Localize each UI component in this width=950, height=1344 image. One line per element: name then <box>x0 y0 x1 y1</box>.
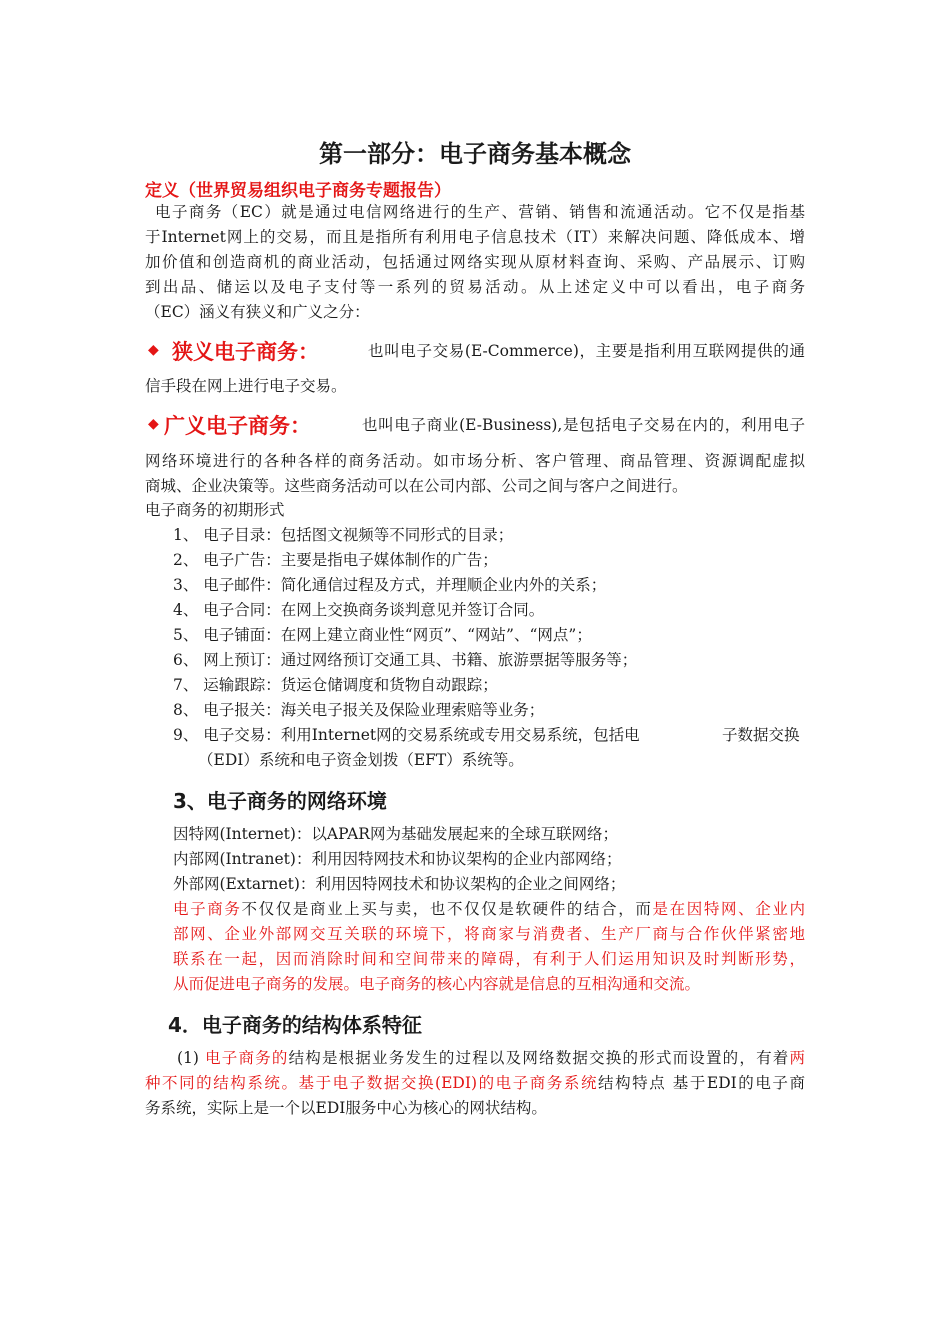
network-line-internet: 因特网(Internet)：以APAR网为基础发展起来的全球互联网络； <box>173 825 618 843</box>
broad-ec-text-3: 商城、企业决策等。这些商务活动可以在公司内部、公司之间与客户之间进行。 <box>145 477 688 495</box>
network-line-intranet: 内部网(Intranet)：利用因特网技术和协议架构的企业内部网络； <box>173 850 622 868</box>
list-item: 7、 运输跟踪：货运仓储调度和货物自动跟踪； <box>173 676 498 694</box>
structure-line-3: 务系统，实际上是一个以EDI服务中心为核心的网状结构。 <box>145 1099 547 1117</box>
highlight-text: 是在因特网、企业内 <box>652 900 805 918</box>
list-item: 3、 电子邮件：简化通信过程及方式，并理顺企业内外的关系； <box>173 576 607 594</box>
narrow-ec-label: 狭义电子商务： <box>172 340 319 364</box>
list-item: 8、 电子报关：海关电子报关及保险业理索赔等业务； <box>173 701 545 719</box>
narrow-ec-text-1: 也叫电子交易(E-Commerce)，主要是指利用互联网提供的通 <box>368 342 805 360</box>
list-item-continuation: 子数据交换 <box>722 726 800 744</box>
highlight-text: 种不同的结构系统。基于电子数据交换(EDI)的电子商务系统 <box>145 1074 599 1092</box>
broad-ec-text-2: 网络环境进行的各种各样的商务活动。如市场分析、客户管理、商品管理、资源调配虚拟 <box>145 452 805 470</box>
list-item: 1、 电子目录：包括图文视频等不同形式的目录； <box>173 526 514 544</box>
body-text: (1) <box>177 1049 206 1067</box>
structure-line-2 <box>145 1071 805 1096</box>
list-item-continuation: （EDI）系统和电子资金划拨（EFT）系统等。 <box>198 751 524 769</box>
body-text: 结构是根据业务发生的过程以及网络数据交换的形式而设置的，有着 <box>288 1049 790 1067</box>
body-text: 不仅仅是商业上买与卖，也不仅仅是软硬件的结合，而 <box>241 900 653 918</box>
definition-line-5: （EC）涵义有狭义和广义之分： <box>145 303 370 321</box>
list-item: 5、 电子铺面：在网上建立商业性“网页”、“网站”、“网点”； <box>173 626 592 644</box>
network-paragraph-line-4: 从而促进电子商务的发展。电子商务的核心内容就是信息的互相沟通和交流。 <box>173 975 701 993</box>
list-item: 6、 网上预订：通过网络预订交通工具、书籍、旅游票据等服务等； <box>173 651 638 669</box>
diamond-bullet-icon: ◆ <box>148 416 159 432</box>
list-item: 2、 电子广告：主要是指电子媒体制作的广告； <box>173 551 498 569</box>
definition-line-4: 到出品、储运以及电子支付等一系列的贸易活动。从上述定义中可以看出，电子商务 <box>145 278 805 296</box>
definition-line-2: 于Internet网上的交易，而且是指所有利用电子信息技术（IT）来解决问题、降低成本、增 <box>145 228 805 246</box>
list-item: 9、 电子交易：利用Internet网的交易系统或专用交易系统，包括电 <box>173 726 640 744</box>
network-heading: 3、电子商务的网络环境 <box>173 789 387 813</box>
network-line-extranet: 外部网(Extarnet)：利用因特网技术和协议架构的企业之间网络； <box>173 875 626 893</box>
definition-line-1: 电子商务（EC）就是通过电信网络进行的生产、营销、销售和流通活动。它不仅是指基 <box>155 203 805 221</box>
list-item: 4、 电子合同：在网上交换商务谈判意见并签订合同。 <box>173 601 545 619</box>
early-forms-heading: 电子商务的初期形式 <box>145 501 285 519</box>
definition-line-3: 加价值和创造商机的商业活动，包括通过网络实现从原材料查询、采购、产品展示、订购 <box>145 253 805 271</box>
page-title: 第一部分：电子商务基本概念 <box>319 140 631 168</box>
network-paragraph-line-2: 部网、企业外部网交互关联的环境下，将商家与消费者、生产厂商与合作伙伴紧密地 <box>173 925 805 943</box>
narrow-ec-text-2: 信手段在网上进行电子交易。 <box>145 377 347 395</box>
highlight-text: 电子商务的 <box>205 1049 289 1067</box>
highlight-text: 两 <box>789 1049 805 1067</box>
structure-heading: 4．电子商务的结构体系特征 <box>168 1013 422 1037</box>
structure-line-1 <box>177 1046 805 1071</box>
broad-ec-text-1: 也叫电子商业(E-Business),是包括电子交易在内的，利用电子 <box>362 416 805 434</box>
diamond-bullet-icon: ◆ <box>148 342 159 358</box>
highlight-text: 电子商务 <box>173 900 242 918</box>
network-paragraph-line-1 <box>173 897 805 922</box>
network-paragraph-line-3: 联系在一起，因而消除时间和空间带来的障碍，有利于人们运用知识及时判断形势， <box>173 950 805 968</box>
definition-heading: 定义（世界贸易组织电子商务专题报告） <box>145 181 451 201</box>
broad-ec-label: 广义电子商务： <box>164 414 311 438</box>
body-text: 结构特点 基于EDI的电子商 <box>598 1074 805 1092</box>
